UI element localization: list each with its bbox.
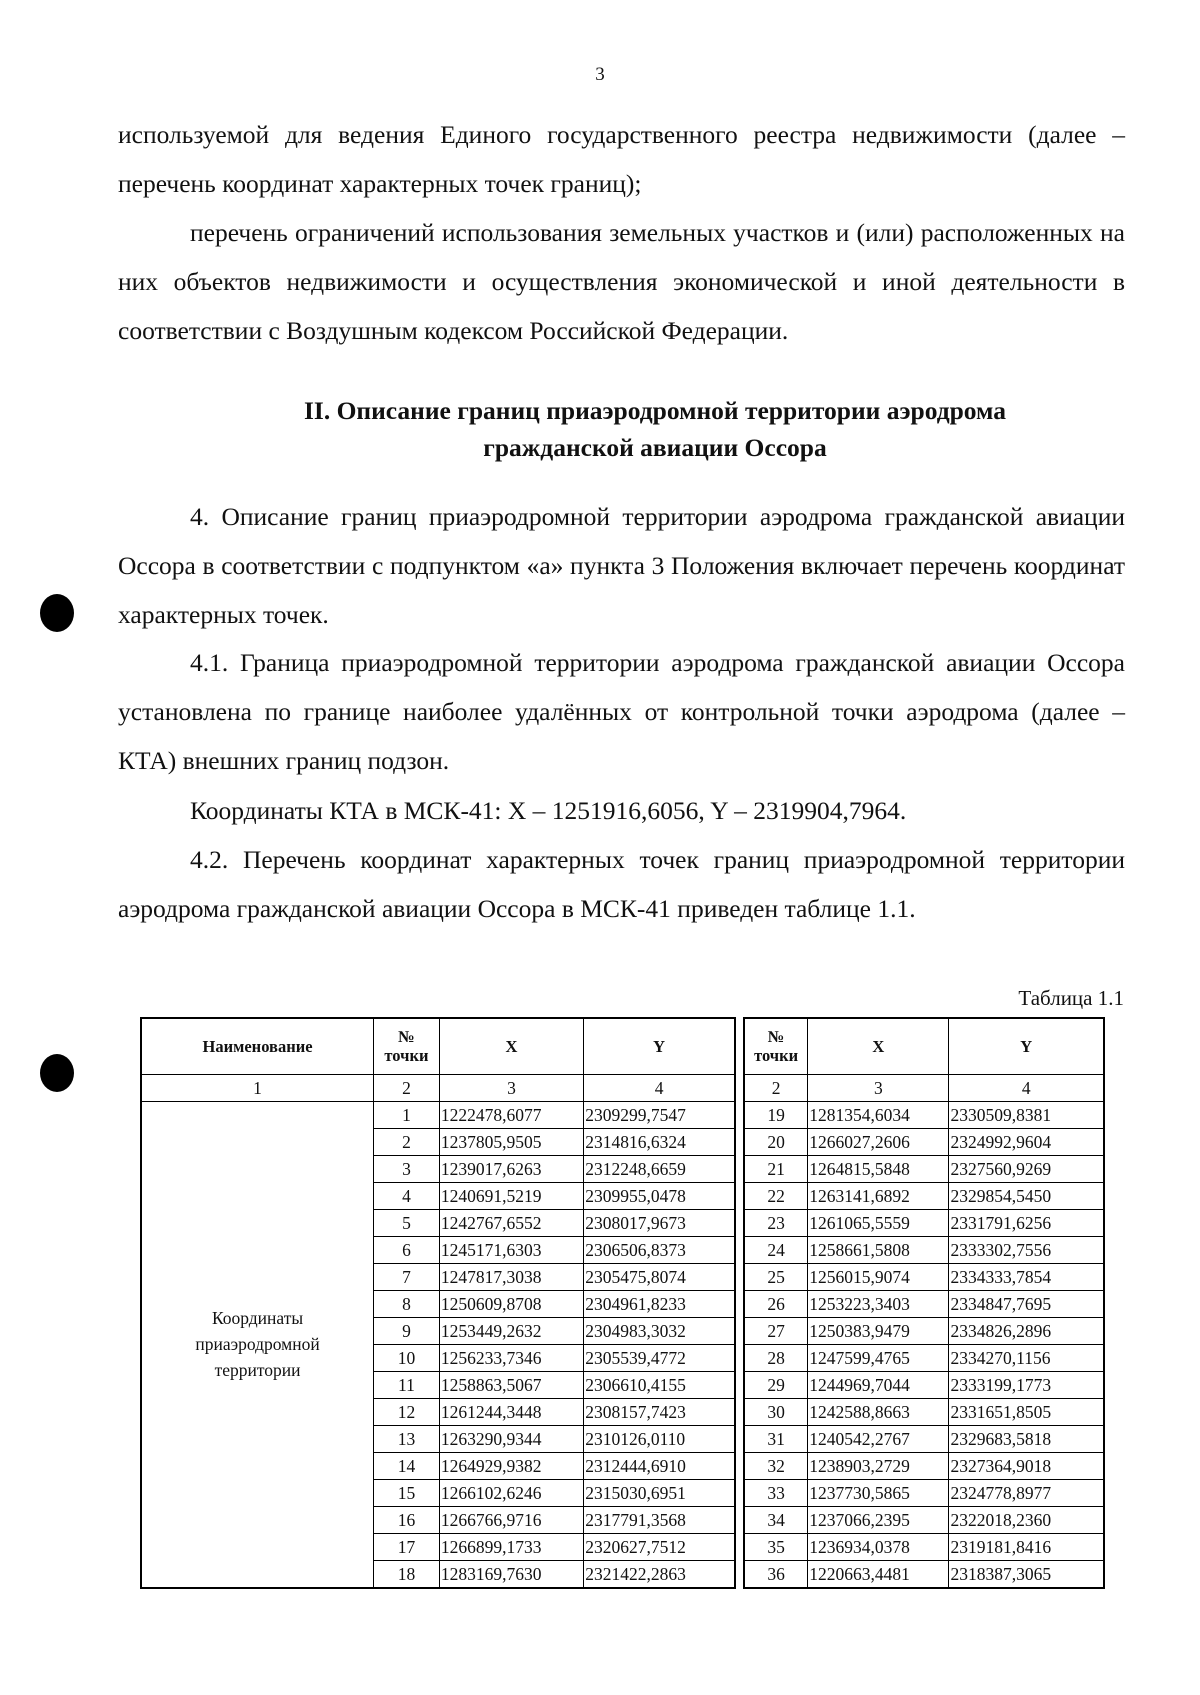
header-point-no-line1: №	[398, 1027, 415, 1047]
x-coordinate-cell: 1236934,0378	[808, 1533, 949, 1560]
column-index-cell: 2	[374, 1074, 440, 1101]
x-coordinate-cell: 1245171,6303	[439, 1236, 583, 1263]
y-coordinate-cell: 2317791,3568	[584, 1506, 735, 1533]
y-coordinate-cell: 2304983,3032	[584, 1317, 735, 1344]
y-coordinate-cell: 2305539,4772	[584, 1344, 735, 1371]
y-coordinate-cell: 2334847,7695	[949, 1290, 1104, 1317]
point-number-cell: 26	[744, 1290, 808, 1317]
x-coordinate-cell: 1242588,8663	[808, 1398, 949, 1425]
y-coordinate-cell: 2320627,7512	[584, 1533, 735, 1560]
table-row	[744, 1317, 1104, 1344]
point-number-cell: 30	[744, 1398, 808, 1425]
table-row	[744, 1452, 1104, 1479]
x-coordinate-cell: 1238903,2729	[808, 1452, 949, 1479]
point-number-cell: 12	[374, 1398, 440, 1425]
y-coordinate-cell: 2312444,6910	[584, 1452, 735, 1479]
y-coordinate-cell: 2322018,2360	[949, 1506, 1104, 1533]
point-number-cell: 4	[374, 1182, 440, 1209]
x-coordinate-cell: 1261244,3448	[439, 1398, 583, 1425]
column-index-row	[141, 1074, 735, 1101]
y-coordinate-cell: 2333199,1773	[949, 1371, 1104, 1398]
y-coordinate-cell: 2305475,8074	[584, 1263, 735, 1290]
table-row	[744, 1398, 1104, 1425]
point-number-cell: 10	[374, 1344, 440, 1371]
table-row	[744, 1155, 1104, 1182]
table-row	[744, 1263, 1104, 1290]
point-number-cell: 19	[744, 1101, 808, 1128]
table-row	[744, 1425, 1104, 1452]
header-y: Y	[949, 1018, 1104, 1074]
point-number-cell: 18	[374, 1560, 440, 1588]
x-coordinate-cell: 1237805,9505	[439, 1128, 583, 1155]
y-coordinate-cell: 2334333,7854	[949, 1263, 1104, 1290]
point-number-cell: 8	[374, 1290, 440, 1317]
page-number: 3	[595, 64, 605, 85]
x-coordinate-cell: 1266027,2606	[808, 1128, 949, 1155]
y-coordinate-cell: 2304961,8233	[584, 1290, 735, 1317]
x-coordinate-cell: 1247599,4765	[808, 1344, 949, 1371]
y-coordinate-cell: 2315030,6951	[584, 1479, 735, 1506]
paragraph-continuation: используемой для ведения Единого государственного реестра недвижимости (далее – перечень координат характерных точек границ);	[118, 120, 1125, 198]
x-coordinate-cell: 1240691,5219	[439, 1182, 583, 1209]
point-number-cell: 15	[374, 1479, 440, 1506]
header-x: X	[439, 1018, 583, 1074]
x-coordinate-cell: 1240542,2767	[808, 1425, 949, 1452]
point-number-cell: 7	[374, 1263, 440, 1290]
point-number-cell: 23	[744, 1209, 808, 1236]
y-coordinate-cell: 2333302,7556	[949, 1236, 1104, 1263]
column-index-cell: 3	[808, 1074, 949, 1101]
y-coordinate-cell: 2331791,6256	[949, 1209, 1104, 1236]
x-coordinate-cell: 1266766,9716	[439, 1506, 583, 1533]
column-index-cell: 4	[949, 1074, 1104, 1101]
x-coordinate-cell: 1253449,2632	[439, 1317, 583, 1344]
point-number-cell: 1	[374, 1101, 440, 1128]
y-coordinate-cell: 2331651,8505	[949, 1398, 1104, 1425]
y-coordinate-cell: 2308157,7423	[584, 1398, 735, 1425]
point-number-cell: 28	[744, 1344, 808, 1371]
y-coordinate-cell: 2314816,6324	[584, 1128, 735, 1155]
paragraph-restrictions-list: перечень ограничений использования земельных участков и (или) расположенных на них объектов недвижимости и осуществления экономической и иной деятельности в соответствии с Воздушным кодексом Российской Федерации.	[118, 218, 1125, 345]
table-row	[141, 1101, 735, 1128]
x-coordinate-cell: 1258661,5808	[808, 1236, 949, 1263]
table-row	[744, 1236, 1104, 1263]
point-number-cell: 27	[744, 1317, 808, 1344]
y-coordinate-cell: 2327560,9269	[949, 1155, 1104, 1182]
table-caption: Таблица 1.1	[1018, 986, 1124, 1010]
table-row	[744, 1182, 1104, 1209]
point-number-cell: 29	[744, 1371, 808, 1398]
y-coordinate-cell: 2312248,6659	[584, 1155, 735, 1182]
coordinates-table-left	[140, 1017, 736, 1589]
point-number-cell: 14	[374, 1452, 440, 1479]
y-coordinate-cell: 2334826,2896	[949, 1317, 1104, 1344]
point-number-cell: 9	[374, 1317, 440, 1344]
header-point-no-line1: №	[767, 1027, 785, 1047]
column-index-cell: 3	[439, 1074, 583, 1101]
y-coordinate-cell: 2327364,9018	[949, 1452, 1104, 1479]
x-coordinate-cell: 1220663,4481	[808, 1560, 949, 1588]
x-coordinate-cell: 1253223,3403	[808, 1290, 949, 1317]
column-index-cell: 1	[141, 1074, 374, 1101]
table-row	[744, 1506, 1104, 1533]
point-number-cell: 2	[374, 1128, 440, 1155]
header-point-no-line2: точки	[384, 1046, 429, 1066]
point-number-cell: 6	[374, 1236, 440, 1263]
y-coordinate-cell: 2306610,4155	[584, 1371, 735, 1398]
group-name-cell: Координаты приаэродромной территории	[141, 1101, 374, 1588]
point-number-cell: 11	[374, 1371, 440, 1398]
point-number-cell: 36	[744, 1560, 808, 1588]
y-coordinate-cell: 2309955,0478	[584, 1182, 735, 1209]
table-row	[744, 1479, 1104, 1506]
header-name: Наименование	[141, 1018, 374, 1074]
coordinates-table-right	[743, 1017, 1105, 1589]
y-coordinate-cell: 2309299,7547	[584, 1101, 735, 1128]
y-coordinate-cell: 2310126,0110	[584, 1425, 735, 1452]
table-row	[744, 1101, 1104, 1128]
y-coordinate-cell: 2306506,8373	[584, 1236, 735, 1263]
x-coordinate-cell: 1258863,5067	[439, 1371, 583, 1398]
x-coordinate-cell: 1281354,6034	[808, 1101, 949, 1128]
punch-hole-mark	[40, 1054, 74, 1092]
header-y: Y	[584, 1018, 735, 1074]
y-coordinate-cell: 2319181,8416	[949, 1533, 1104, 1560]
y-coordinate-cell: 2330509,8381	[949, 1101, 1104, 1128]
x-coordinate-cell: 1250383,9479	[808, 1317, 949, 1344]
x-coordinate-cell: 1266102,6246	[439, 1479, 583, 1506]
paragraph-kta-coordinates: Координаты КТА в МСК-41: X – 1251916,6056, Y – 2319904,7964.	[190, 796, 907, 825]
column-index-row	[744, 1074, 1104, 1101]
x-coordinate-cell: 1283169,7630	[439, 1560, 583, 1588]
section-heading	[118, 392, 1192, 466]
point-number-cell: 16	[374, 1506, 440, 1533]
section-heading-line1: II. Описание границ приаэродромной территории аэродрома	[303, 396, 1007, 425]
x-coordinate-cell: 1263141,6892	[808, 1182, 949, 1209]
x-coordinate-cell: 1222478,6077	[439, 1101, 583, 1128]
x-coordinate-cell: 1263290,9344	[439, 1425, 583, 1452]
column-index-cell: 2	[744, 1074, 808, 1101]
x-coordinate-cell: 1250609,8708	[439, 1290, 583, 1317]
y-coordinate-cell: 2334270,1156	[949, 1344, 1104, 1371]
point-number-cell: 22	[744, 1182, 808, 1209]
y-coordinate-cell: 2321422,2863	[584, 1560, 735, 1588]
table-row	[744, 1344, 1104, 1371]
x-coordinate-cell: 1266899,1733	[439, 1533, 583, 1560]
table-row	[744, 1290, 1104, 1317]
x-coordinate-cell: 1239017,6263	[439, 1155, 583, 1182]
point-number-cell: 5	[374, 1209, 440, 1236]
y-coordinate-cell: 2329854,5450	[949, 1182, 1104, 1209]
table-row	[744, 1128, 1104, 1155]
y-coordinate-cell: 2318387,3065	[949, 1560, 1104, 1588]
paragraph-4-2: 4.2. Перечень координат характерных точек границ приаэродромной территории аэродрома гражданской авиации Оссора в МСК-41 приведен таблице 1.1.	[118, 845, 1125, 923]
x-coordinate-cell: 1256015,9074	[808, 1263, 949, 1290]
y-coordinate-cell: 2324992,9604	[949, 1128, 1104, 1155]
point-number-cell: 17	[374, 1533, 440, 1560]
header-point-no-line2: точки	[754, 1046, 799, 1066]
point-number-cell: 13	[374, 1425, 440, 1452]
point-number-cell: 21	[744, 1155, 808, 1182]
x-coordinate-cell: 1244969,7044	[808, 1371, 949, 1398]
x-coordinate-cell: 1242767,6552	[439, 1209, 583, 1236]
column-index-cell: 4	[584, 1074, 735, 1101]
table-row	[744, 1209, 1104, 1236]
x-coordinate-cell: 1261065,5559	[808, 1209, 949, 1236]
point-number-cell: 35	[744, 1533, 808, 1560]
x-coordinate-cell: 1264815,5848	[808, 1155, 949, 1182]
table-row	[744, 1371, 1104, 1398]
y-coordinate-cell: 2308017,9673	[584, 1209, 735, 1236]
header-point-no	[374, 1018, 440, 1074]
section-heading-line2: гражданской авиации Оссора	[483, 433, 827, 462]
paragraph-4: 4. Описание границ приаэродромной территории аэродрома гражданской авиации Оссора в соответствии с подпунктом «а» пункта 3 Положения включает перечень координат характерных точек.	[118, 502, 1125, 629]
header-x: X	[808, 1018, 949, 1074]
point-number-cell: 34	[744, 1506, 808, 1533]
x-coordinate-cell: 1247817,3038	[439, 1263, 583, 1290]
point-number-cell: 33	[744, 1479, 808, 1506]
punch-hole-mark	[40, 594, 74, 632]
paragraph-4-1: 4.1. Граница приаэродромной территории аэродрома гражданской авиации Оссора установлена по границе наиболее удалённых от контрольной точки аэродрома (далее – КТА) внешних границ подзон.	[118, 648, 1125, 775]
y-coordinate-cell: 2324778,8977	[949, 1479, 1104, 1506]
x-coordinate-cell: 1237730,5865	[808, 1479, 949, 1506]
x-coordinate-cell: 1237066,2395	[808, 1506, 949, 1533]
x-coordinate-cell: 1256233,7346	[439, 1344, 583, 1371]
point-number-cell: 31	[744, 1425, 808, 1452]
y-coordinate-cell: 2329683,5818	[949, 1425, 1104, 1452]
table-right-body	[744, 1074, 1104, 1588]
point-number-cell: 20	[744, 1128, 808, 1155]
x-coordinate-cell: 1264929,9382	[439, 1452, 583, 1479]
point-number-cell: 3	[374, 1155, 440, 1182]
point-number-cell: 24	[744, 1236, 808, 1263]
point-number-cell: 32	[744, 1452, 808, 1479]
point-number-cell: 25	[744, 1263, 808, 1290]
table-row	[744, 1533, 1104, 1560]
header-point-no	[744, 1018, 808, 1074]
table-left-body	[141, 1074, 735, 1588]
table-row	[744, 1560, 1104, 1588]
